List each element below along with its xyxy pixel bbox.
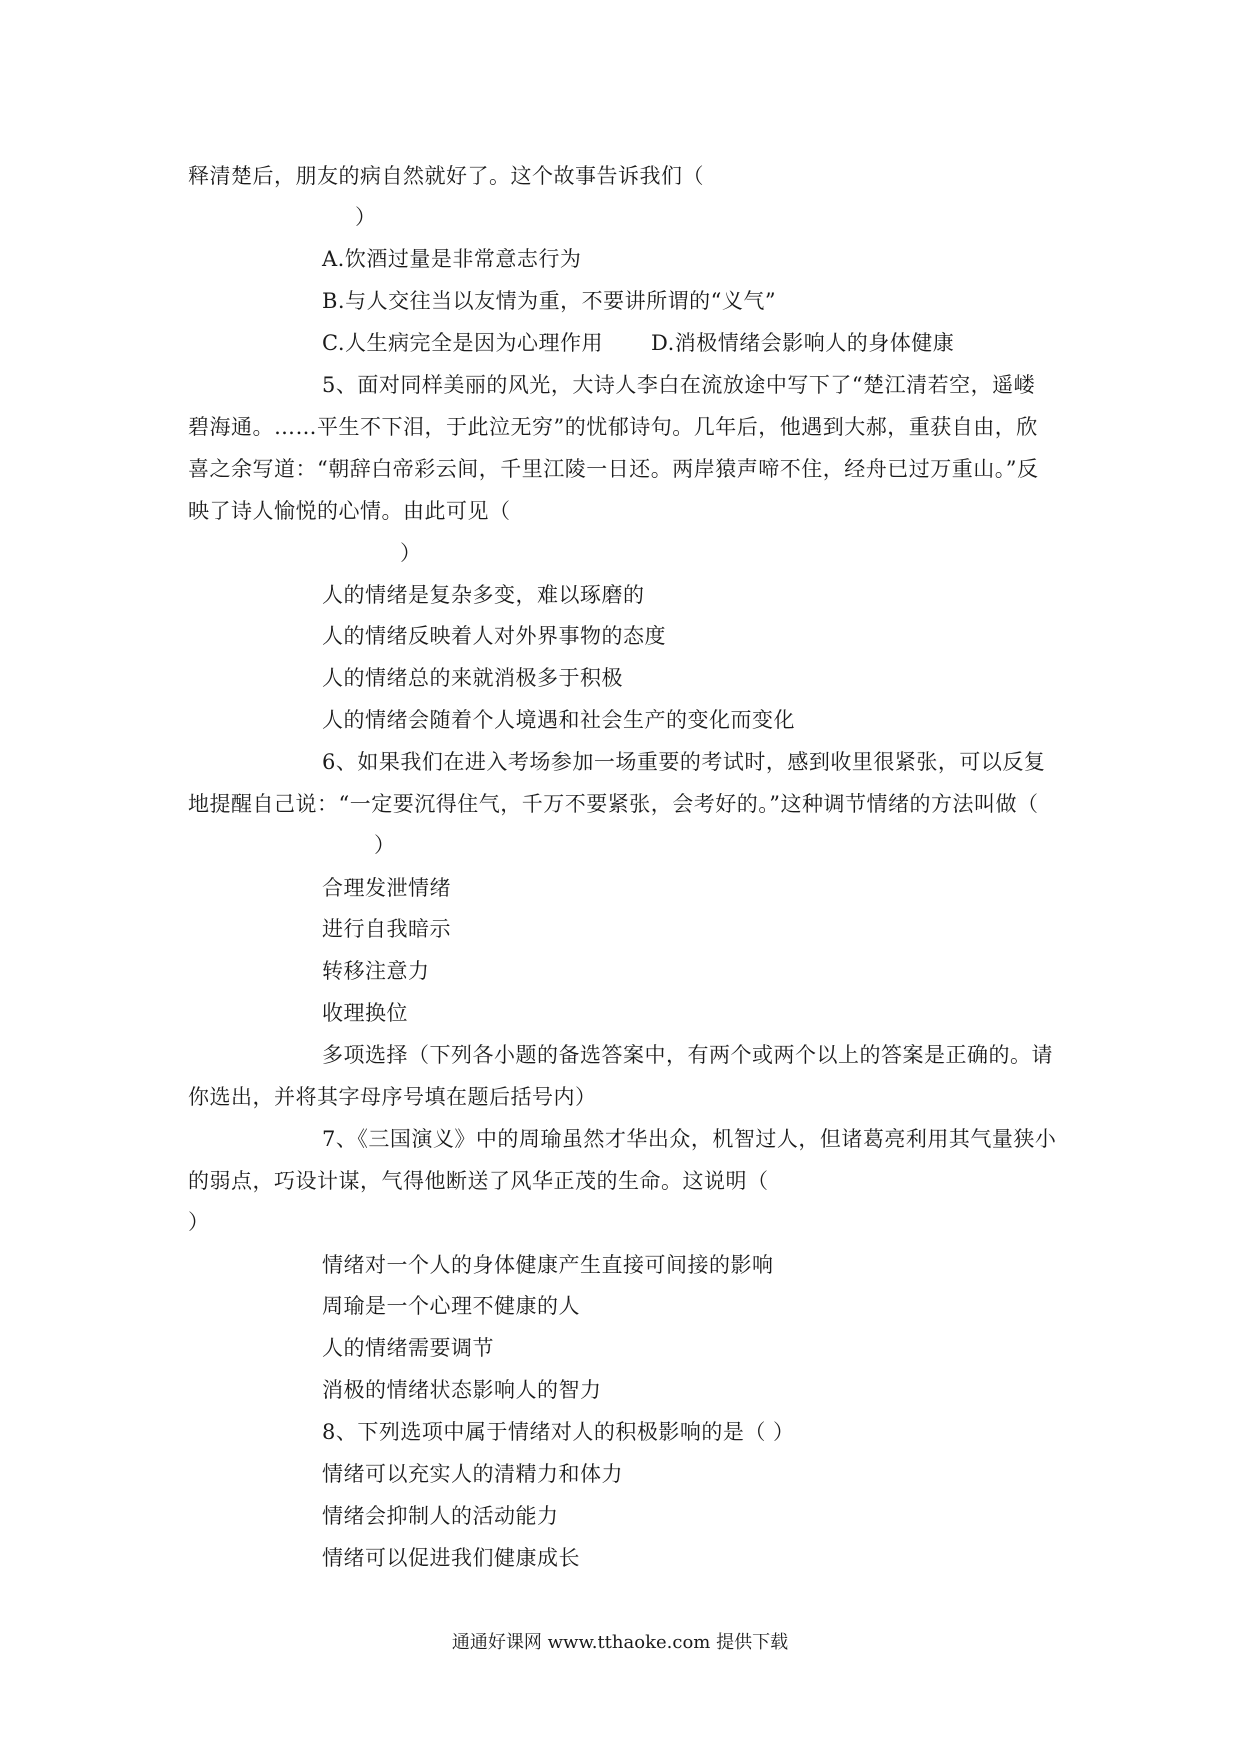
q7-option: 消极的情绪状态影响人的智力 (322, 1378, 602, 1402)
q8-option: 情绪可以充实人的清精力和体力 (322, 1462, 623, 1486)
q5-option: 人的情绪总的来就消极多于积极 (322, 666, 623, 690)
q4-answer-bracket: ） (355, 205, 377, 229)
q5-option: 人的情绪反映着人对外界事物的态度 (322, 624, 666, 648)
q4-option-d: D.消极情绪会影响人的身体健康 (651, 331, 955, 355)
q5-stem-line: 喜之余写道：“朝辞白帝彩云间，千里江陵一日还。两岸猿声啼不住，经舟已过万重山。”反 (188, 457, 1039, 481)
page-footer: 通通好课网 www.tthaoke.com 提供下载 (451, 1632, 789, 1653)
q7-stem-line: 的弱点，巧设计谋，气得他断送了风华正茂的生命。这说明（ (188, 1169, 769, 1193)
q6-option: 转移注意力 (322, 959, 430, 983)
q6-stem-line: 6、如果我们在进入考场参加一场重要的考试时，感到收里很紧张，可以反复 (322, 750, 1046, 774)
q5-answer-bracket: ） (400, 541, 422, 565)
q6-option: 进行自我暗示 (322, 917, 451, 941)
q4-stem-tail: 释清楚后，朋友的病自然就好了。这个故事告诉我们（ (188, 164, 704, 188)
q5-stem-line: 映了诗人愉悦的心情。由此可见（ (188, 499, 511, 523)
q6-stem-line: 地提醒自己说：“一定要沉得住气，千万不要紧张，会考好的。”这种调节情绪的方法叫做（ (188, 792, 1039, 816)
section-instructions: 你选出，并将其字母序号填在题后括号内） (188, 1085, 597, 1109)
q7-option: 情绪对一个人的身体健康产生直接可间接的影响 (322, 1253, 774, 1277)
q7-stem-line: 7、《三国演义》中的周瑜虽然才华出众，机智过人，但诸葛亮利用其气量狭小 (322, 1127, 1057, 1151)
q7-answer-bracket: ） (188, 1210, 210, 1234)
q7-option: 人的情绪需要调节 (322, 1336, 494, 1360)
q8-option: 情绪会抑制人的活动能力 (322, 1504, 559, 1528)
q5-option: 人的情绪是复杂多变，难以琢磨的 (322, 583, 645, 607)
q5-stem-line: 5、面对同样美丽的风光，大诗人李白在流放途中写下了“楚江清若空，遥嵝 (322, 373, 1036, 397)
q6-option: 合理发泄情绪 (322, 876, 451, 900)
q8-option: 情绪可以促进我们健康成长 (322, 1546, 580, 1570)
q6-option: 收理换位 (322, 1001, 408, 1025)
q5-stem-line: 碧海通。……平生不下泪，于此泣无穷”的忧郁诗句。几年后，他遇到大郝，重获自由，欣 (188, 415, 1038, 439)
q7-option: 周瑜是一个心理不健康的人 (322, 1294, 580, 1318)
q4-option-a: A.饮酒过量是非常意志行为 (322, 247, 582, 271)
q4-options-c-d (322, 328, 954, 358)
q6-answer-bracket: ） (374, 833, 396, 857)
q8-stem-line: 8、下列选项中属于情绪对人的积极影响的是（ ） (322, 1420, 795, 1444)
section-instructions: 多项选择（下列各小题的备选答案中，有两个或两个以上的答案是正确的。请 (322, 1043, 1053, 1067)
q5-option: 人的情绪会随着个人境遇和社会生产的变化而变化 (322, 708, 795, 732)
q4-option-c: C.人生病完全是因为心理作用 (322, 331, 603, 355)
q4-option-b: B.与人交往当以友情为重，不要讲所谓的“义气” (322, 289, 777, 313)
